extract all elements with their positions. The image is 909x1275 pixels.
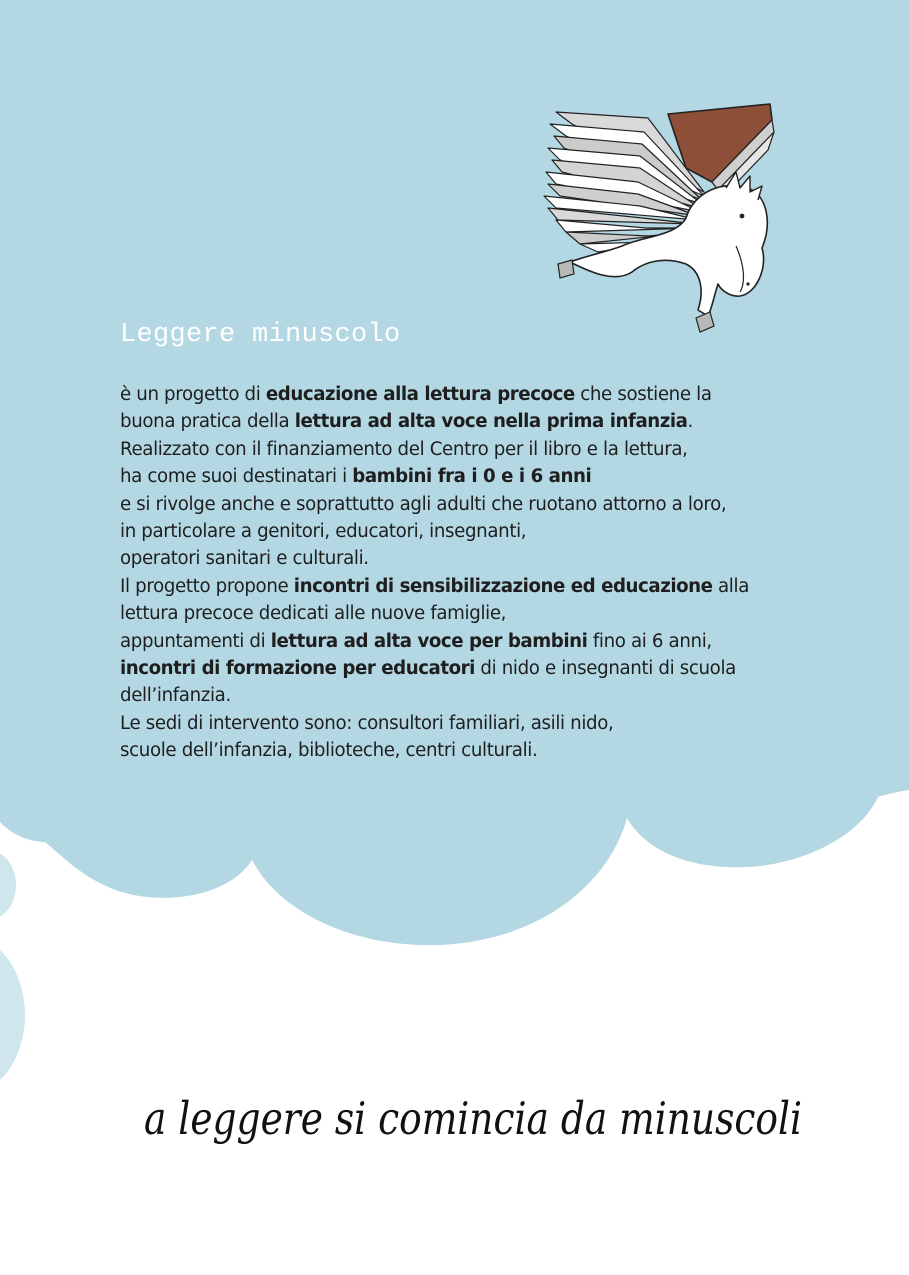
text-run: . [687,411,693,433]
paragraph-line [120,463,810,490]
paragraph-line [120,600,810,627]
paragraph-line [120,573,810,600]
paragraph-line [120,408,810,435]
bold-phrase: bambini fra i 0 e i 6 anni [352,466,592,488]
paragraph-line [120,655,810,682]
text-run: fino ai 6 anni, [587,630,712,652]
text-run: operatori sanitari e culturali. [120,548,369,570]
bold-phrase: incontri di sensibilizzazione ed educazione [293,575,713,597]
flying-book-horse-icon [536,96,780,338]
tagline-text: a leggere si comincia da minuscoli [144,1092,802,1145]
paragraph-line [120,710,810,737]
text-run: è un progetto di [120,384,266,405]
paragraph-line [120,381,810,408]
bold-phrase: lettura ad alta voce per bambini [270,630,588,652]
paragraph-line [120,682,810,709]
text-run: in particolare a genitori, educatori, insegnanti, [120,521,527,543]
paragraph-line [120,737,810,764]
paragraph-line [120,491,810,518]
tagline [140,1082,810,1177]
bold-phrase: incontri di formazione per educatori [120,658,475,680]
text-run: appuntamenti di [120,630,271,652]
text-run: Le sedi di intervento sono: consultori familiari, asili nido, [120,712,614,734]
text-run: lettura precoce dedicati alle nuove famiglie, [120,603,507,625]
text-run: Realizzato con il finanziamento del Centro per il libro e la lettura, [120,438,688,460]
paragraph-line [120,628,810,655]
paragraph-line [120,436,810,463]
text-run: dell’infanzia. [120,685,231,707]
text-run: Il progetto propone [120,575,294,597]
text-run: ha come suoi destinatari i [120,466,353,488]
text-run: che sostiene la [574,384,712,405]
text-run: e si rivolge anche e soprattutto agli adulti che ruotano attorno a loro, [120,493,727,515]
bold-phrase: lettura ad alta voce nella prima infanzia [294,411,688,433]
paragraph-line [120,518,810,545]
page-title: Leggere minuscolo [120,320,401,350]
text-run: alla [712,575,749,597]
description-paragraph [120,381,810,765]
text-run: buona pratica della [120,411,295,433]
bold-phrase: educazione alla lettura precoce [265,384,575,405]
paragraph-line [120,545,810,572]
text-run: scuole dell’infanzia, biblioteche, centri culturali. [120,740,538,762]
text-run: di nido e insegnanti di scuola [474,658,736,680]
